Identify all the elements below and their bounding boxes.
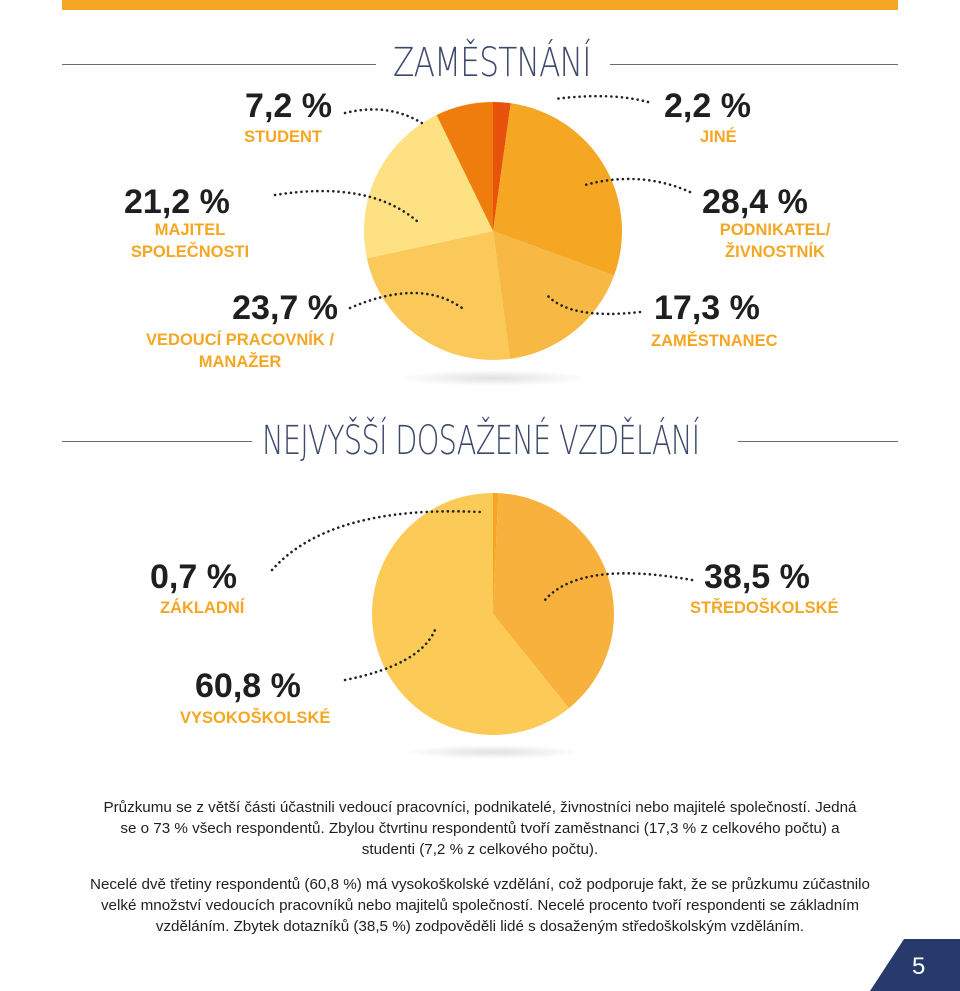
education-title: NEJVYŠŠÍ DOSAŽENÉ VZDĚLÁNÍ	[262, 418, 700, 464]
podnikatel-label-line1: PODNIKATEL/	[719, 221, 831, 239]
leader-jine	[555, 96, 648, 102]
leader-student	[345, 109, 425, 125]
zamestnanec-label: ZAMĚSTNANEC	[651, 332, 778, 350]
education-rule-left	[62, 441, 252, 442]
student-pct: 7,2 %	[245, 87, 332, 125]
employment-pie-shadow	[398, 370, 588, 386]
podnikatel-pct: 28,4 %	[702, 183, 808, 221]
podnikatel-label-line2: ŽIVNOSTNÍK	[725, 243, 825, 261]
zakladni-pct: 0,7 %	[150, 558, 237, 596]
vedouci-label-line2: MANAŽER	[198, 353, 282, 371]
majitel-label-line2: SPOLEČNOSTI	[130, 243, 250, 261]
paragraph-employment: Průzkumu se z větší části účastnili vedoucí pracovníci, podnikatelé, živnostníci nebo majitelé společností. Jedná se o 73 % všech respondentů. Zbylou čtvrtinu respondentů tvoří zaměstnanci (17,3 % z celkového počtu) a studenti (7,2 % z celkového počtu).	[103, 799, 857, 858]
employment-title: ZAMĚSTNÁNÍ	[393, 40, 591, 86]
education-pie-shadow	[403, 745, 583, 759]
vedouci-pct: 23,7 %	[232, 289, 338, 327]
jine-label: JINÉ	[700, 128, 737, 146]
zakladni-label: ZÁKLADNÍ	[160, 599, 245, 617]
paragraph-education: Necelé dvě třetiny respondentů (60,8 %) má vysokoškolské vzdělání, což podporuje fakt, že se průzkumu zúčastnilo velké množství vedoucích pracovníků nebo majitelů společností. Necelé procento tvoří respondenti se základním vzděláním. Zbytek dotazníků (38,5 %) zodpověděli lidé s dosaženým středoškolským vzděláním.	[89, 876, 871, 935]
education-rule-right	[738, 441, 898, 442]
vysokoskolske-pct: 60,8 %	[195, 667, 301, 705]
student-label: STUDENT	[244, 128, 322, 146]
education-pie	[372, 493, 614, 735]
vysokoskolske-label: VYSOKOŠKOLSKÉ	[180, 709, 331, 727]
stredoskolske-pct: 38,5 %	[704, 558, 810, 596]
employment-pie	[364, 102, 622, 360]
majitel-pct: 21,2 %	[124, 183, 230, 221]
jine-pct: 2,2 %	[664, 87, 751, 125]
vedouci-label-line1: VEDOUCÍ PRACOVNÍK /	[146, 331, 334, 349]
page-number: 5	[912, 953, 926, 980]
zamestnanec-pct: 17,3 %	[654, 289, 760, 327]
stredoskolske-label: STŘEDOŠKOLSKÉ	[690, 599, 839, 617]
majitel-label-line1: MAJITEL	[154, 221, 226, 239]
